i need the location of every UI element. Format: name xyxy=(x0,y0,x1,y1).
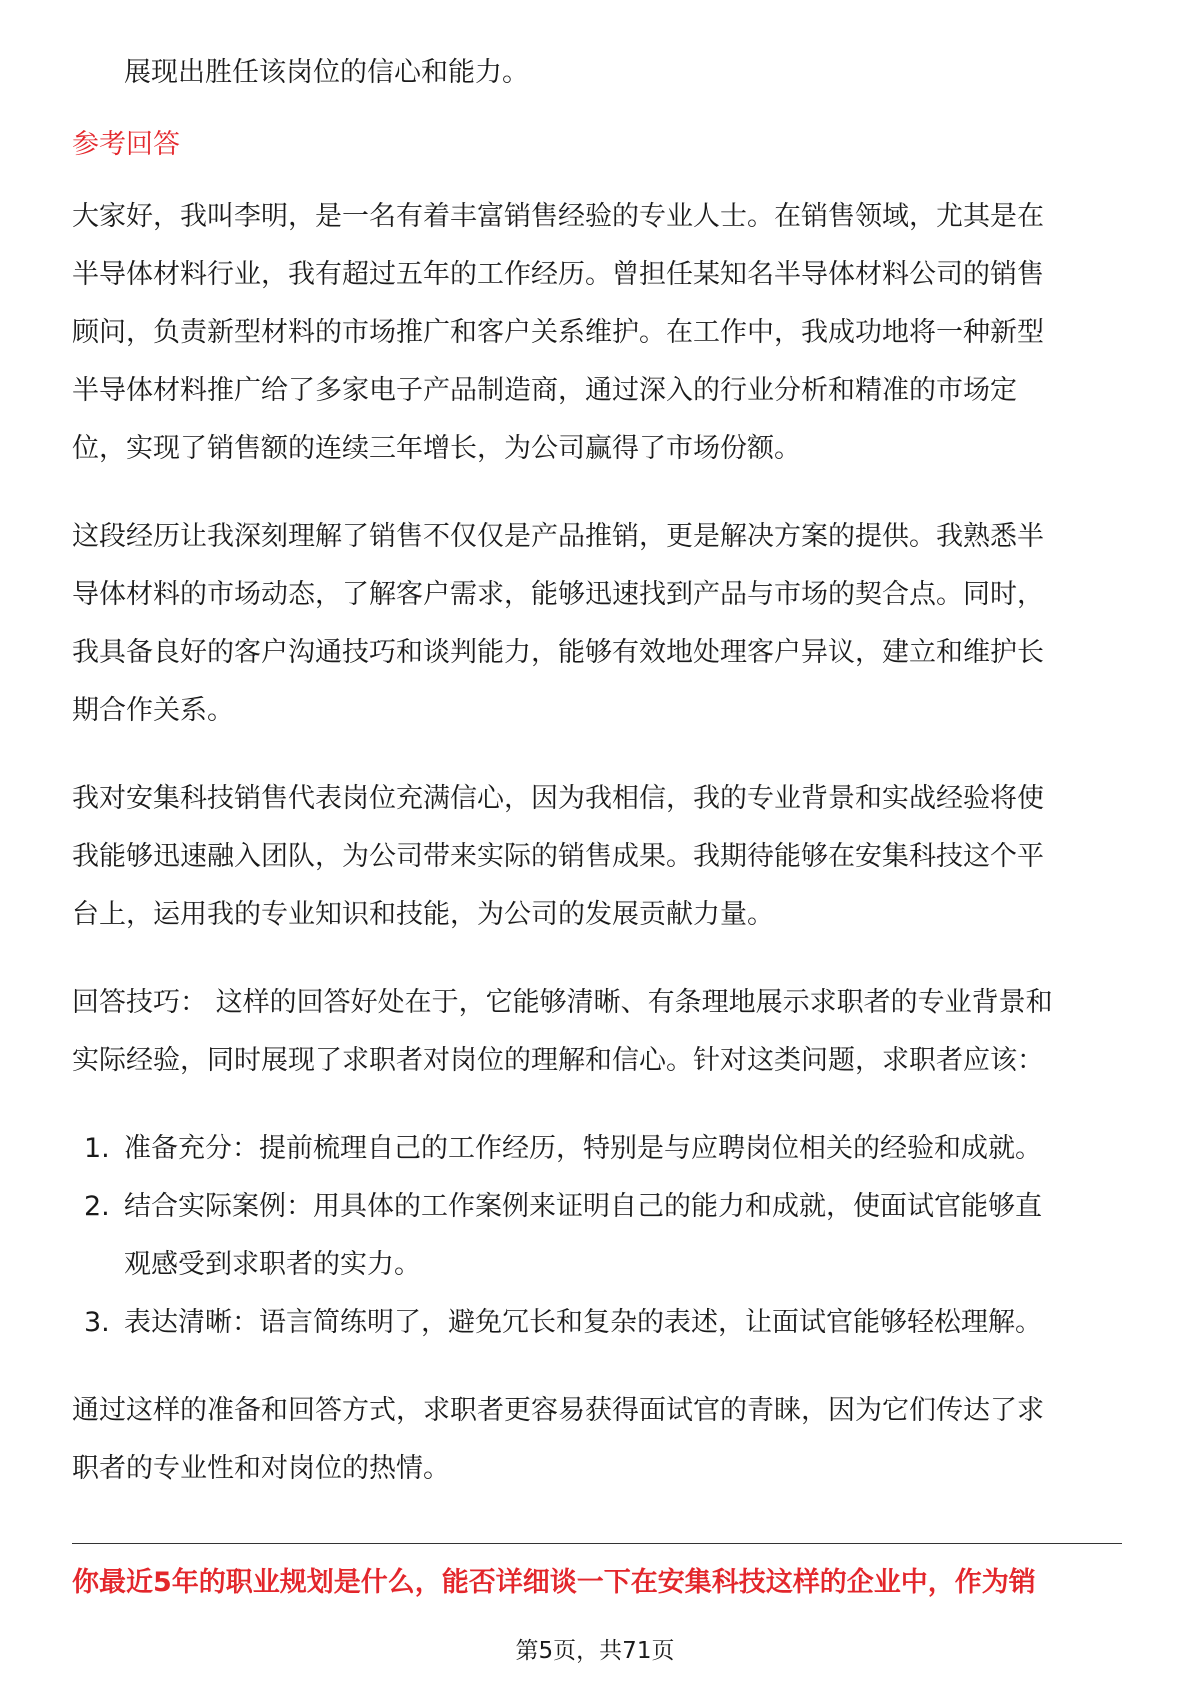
paragraph-line: 我对安集科技销售代表岗位充满信心，因为我相信，我的专业背景和实战经验将使 xyxy=(72,783,1044,814)
tips-paragraph xyxy=(72,974,1122,1090)
list-item xyxy=(72,1294,1122,1352)
paragraph-line: 半导体材料行业，我有超过五年的工作经历。曾担任某知名半导体材料公司的销售 xyxy=(72,259,1044,290)
list-item-line: 观感受到求职者的实力。 xyxy=(124,1249,421,1280)
answer-paragraph-3 xyxy=(72,770,1122,944)
paragraph-line: 大家好，我叫李明，是一名有着丰富销售经验的专业人士。在销售领域，尤其是在 xyxy=(72,201,1044,232)
paragraph-line: 台上，运用我的专业知识和技能，为公司的发展贡献力量。 xyxy=(72,899,774,930)
list-number: 3. xyxy=(84,1307,110,1338)
paragraph-line: 通过这样的准备和回答方式，求职者更容易获得面试官的青睐，因为它们传达了求 xyxy=(72,1395,1044,1426)
tips-list xyxy=(72,1120,1122,1352)
section-divider xyxy=(72,1543,1122,1544)
list-item xyxy=(72,1120,1122,1178)
closing-paragraph xyxy=(72,1382,1122,1498)
list-number: 1. xyxy=(84,1133,110,1164)
paragraph-line: 半导体材料推广给了多家电子产品制造商，通过深入的行业分析和精准的市场定 xyxy=(72,375,1017,406)
continued-text-line: 展现出胜任该岗位的信心和能力。 xyxy=(124,57,529,88)
reference-answer-heading: 参考回答 xyxy=(72,129,180,160)
paragraph-line: 顾问，负责新型材料的市场推广和客户关系维护。在工作中，我成功地将一种新型 xyxy=(72,317,1044,348)
paragraph-line: 这段经历让我深刻理解了销售不仅仅是产品推销，更是解决方案的提供。我熟悉半 xyxy=(72,521,1044,552)
next-question-heading: 你最近5年的职业规划是什么，能否详细谈一下在安集科技这样的企业中，作为销 xyxy=(72,1567,1036,1598)
list-item-line: 结合实际案例：用具体的工作案例来证明自己的能力和成就，使面试官能够直 xyxy=(124,1191,1042,1222)
answer-paragraph-2 xyxy=(72,508,1122,740)
paragraph-line: 回答技巧： 这样的回答好处在于，它能够清晰、有条理地展示求职者的专业背景和 xyxy=(72,987,1053,1018)
paragraph-line: 导体材料的市场动态，了解客户需求，能够迅速找到产品与市场的契合点。同时， xyxy=(72,579,1044,610)
paragraph-line: 实际经验，同时展现了求职者对岗位的理解和信心。针对这类问题，求职者应该： xyxy=(72,1045,1044,1076)
paragraph-line: 职者的专业性和对岗位的热情。 xyxy=(72,1453,450,1484)
page-footer: 第5页，共71页 xyxy=(515,1638,675,1664)
list-number: 2. xyxy=(84,1191,110,1222)
paragraph-line: 期合作关系。 xyxy=(72,695,234,726)
paragraph-line: 我具备良好的客户沟通技巧和谈判能力，能够有效地处理客户异议，建立和维护长 xyxy=(72,637,1044,668)
paragraph-line: 位，实现了销售额的连续三年增长，为公司赢得了市场份额。 xyxy=(72,433,801,464)
list-item-line: 表达清晰：语言简练明了，避免冗长和复杂的表述，让面试官能够轻松理解。 xyxy=(124,1307,1042,1338)
answer-paragraph-1 xyxy=(72,188,1122,478)
list-item-line: 准备充分：提前梳理自己的工作经历，特别是与应聘岗位相关的经验和成就。 xyxy=(124,1133,1042,1164)
paragraph-line: 我能够迅速融入团队，为公司带来实际的销售成果。我期待能够在安集科技这个平 xyxy=(72,841,1044,872)
content-area xyxy=(72,44,1122,1528)
list-item xyxy=(72,1178,1122,1294)
